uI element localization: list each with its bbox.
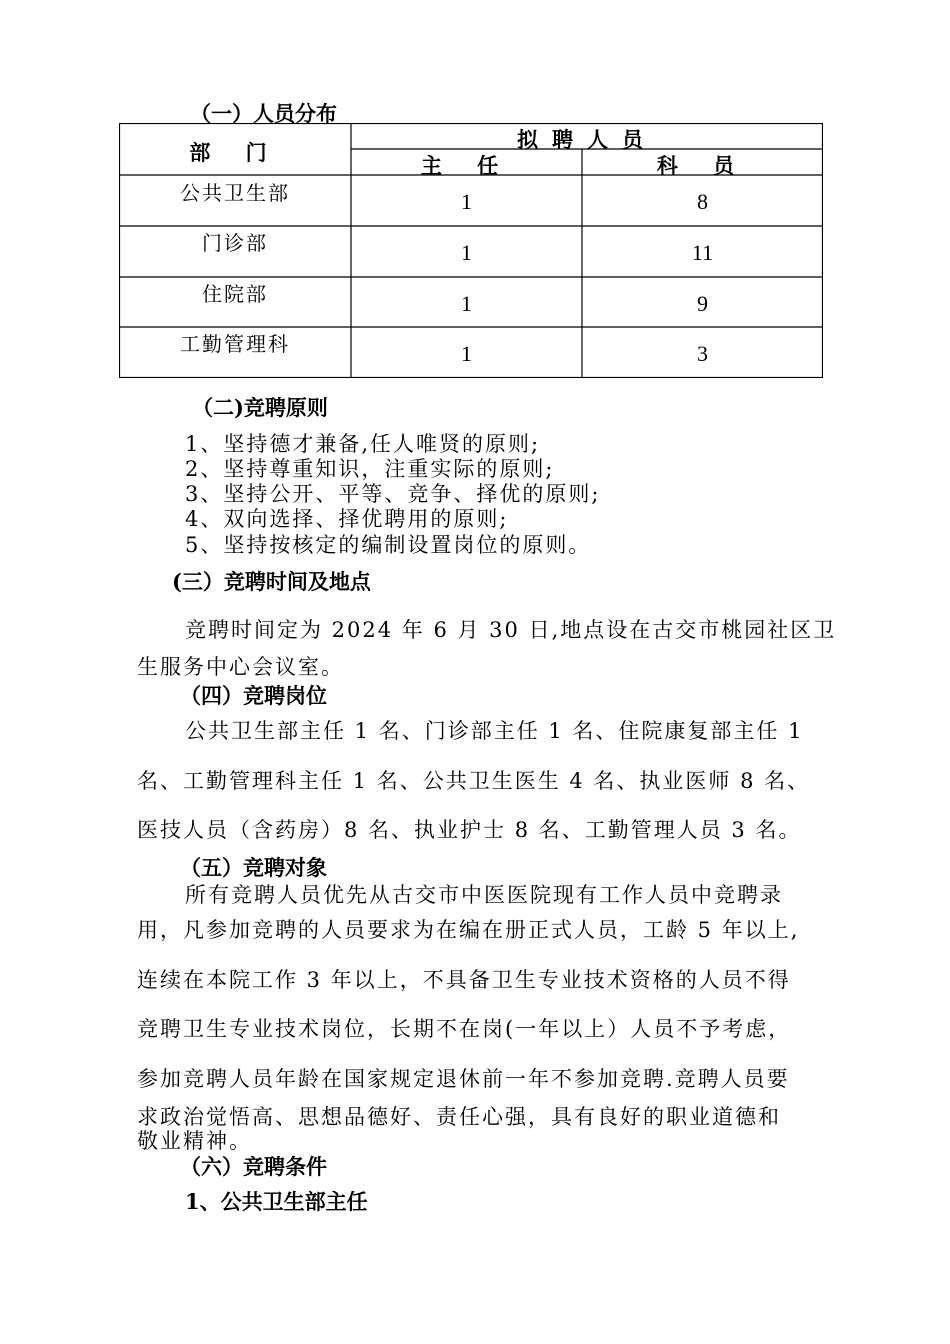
table-row-2-dept: 门诊部 — [202, 231, 268, 255]
section-5-title: （五）竞聘对象 — [180, 855, 327, 880]
principle-4: 4、双向选择、择优聘用的原则; — [185, 507, 509, 531]
positions-line-3: 医技人员（含药房）8 名、执业护士 8 名、工勤管理人员 3 名。 — [137, 818, 802, 842]
positions-line-2: 名、工勤管理科主任 1 名、公共卫生医生 4 名、执业医师 8 名、 — [137, 769, 811, 793]
targets-line-7: 敬业精神。 — [137, 1129, 252, 1153]
section-4-title: （四）竞聘岗位 — [180, 683, 327, 708]
time-place-line-2: 生服务中心会议室。 — [137, 655, 344, 679]
header-director: 主 任 — [420, 153, 513, 178]
table-row-1-dept: 公共卫生部 — [180, 181, 290, 205]
table-row-1-director: 1 — [461, 189, 472, 214]
targets-line-5: 参加竞聘人员年龄在国家规定退休前一年不参加竞聘.竞聘人员要 — [137, 1067, 790, 1091]
principle-3: 3、坚持公开、平等、竞争、择优的原则; — [185, 482, 601, 506]
table-row-3-director: 1 — [461, 291, 472, 316]
section-6-subtitle-1: 1、公共卫生部主任 — [185, 1189, 368, 1214]
time-place-line-1: 竞聘时间定为 2024 年 6 月 30 日,地点设在古交市桃园社区卫 — [185, 618, 837, 642]
table-row-3-dept: 住院部 — [202, 282, 268, 306]
section-6-title: （六）竞聘条件 — [180, 1154, 327, 1179]
principle-2: 2、坚持尊重知识，注重实际的原则; — [185, 457, 555, 481]
targets-line-1: 所有竞聘人员优先从古交市中医医院现有工作人员中竞聘录 — [185, 883, 783, 907]
targets-line-6: 求政治觉悟高、思想品德好、责任心强，具有良好的职业道德和 — [137, 1105, 781, 1129]
section-1-title: （一）人员分布 — [190, 101, 337, 126]
table-row-3-staff: 9 — [697, 291, 708, 316]
table-row-4-staff: 3 — [697, 341, 708, 366]
table-row-1-staff: 8 — [697, 189, 708, 214]
targets-line-2: 用，凡参加竞聘的人员要求为在编在册正式人员，工龄 5 年以上, — [137, 918, 800, 942]
targets-line-4: 竞聘卫生专业技术岗位，长期不在岗(一年以上）人员不予考虑， — [137, 1017, 792, 1041]
header-staff: 科 员 — [656, 153, 749, 178]
section-3-title: (三）竞聘时间及地点 — [172, 569, 371, 594]
header-department: 部 门 — [189, 140, 281, 165]
principle-1: 1、坚持德才兼备,任人唯贤的原则; — [185, 432, 541, 456]
positions-line-1: 公共卫生部主任 1 名、门诊部主任 1 名、住院康复部主任 1 — [185, 719, 804, 743]
principle-5: 5、坚持按核定的编制设置岗位的原则。 — [185, 533, 592, 557]
staff-distribution-table — [119, 123, 823, 378]
table-row-4-director: 1 — [461, 341, 472, 366]
table-row-2-staff: 11 — [691, 240, 714, 265]
table-row-4-dept: 工勤管理科 — [180, 332, 290, 356]
table-row-2-director: 1 — [461, 240, 472, 265]
header-planned-staff: 拟聘人员 — [517, 127, 657, 152]
section-2-title: （二)竞聘原则 — [192, 395, 328, 420]
targets-line-3: 连续在本院工作 3 年以上，不具备卫生专业技术资格的人员不得 — [137, 968, 791, 992]
